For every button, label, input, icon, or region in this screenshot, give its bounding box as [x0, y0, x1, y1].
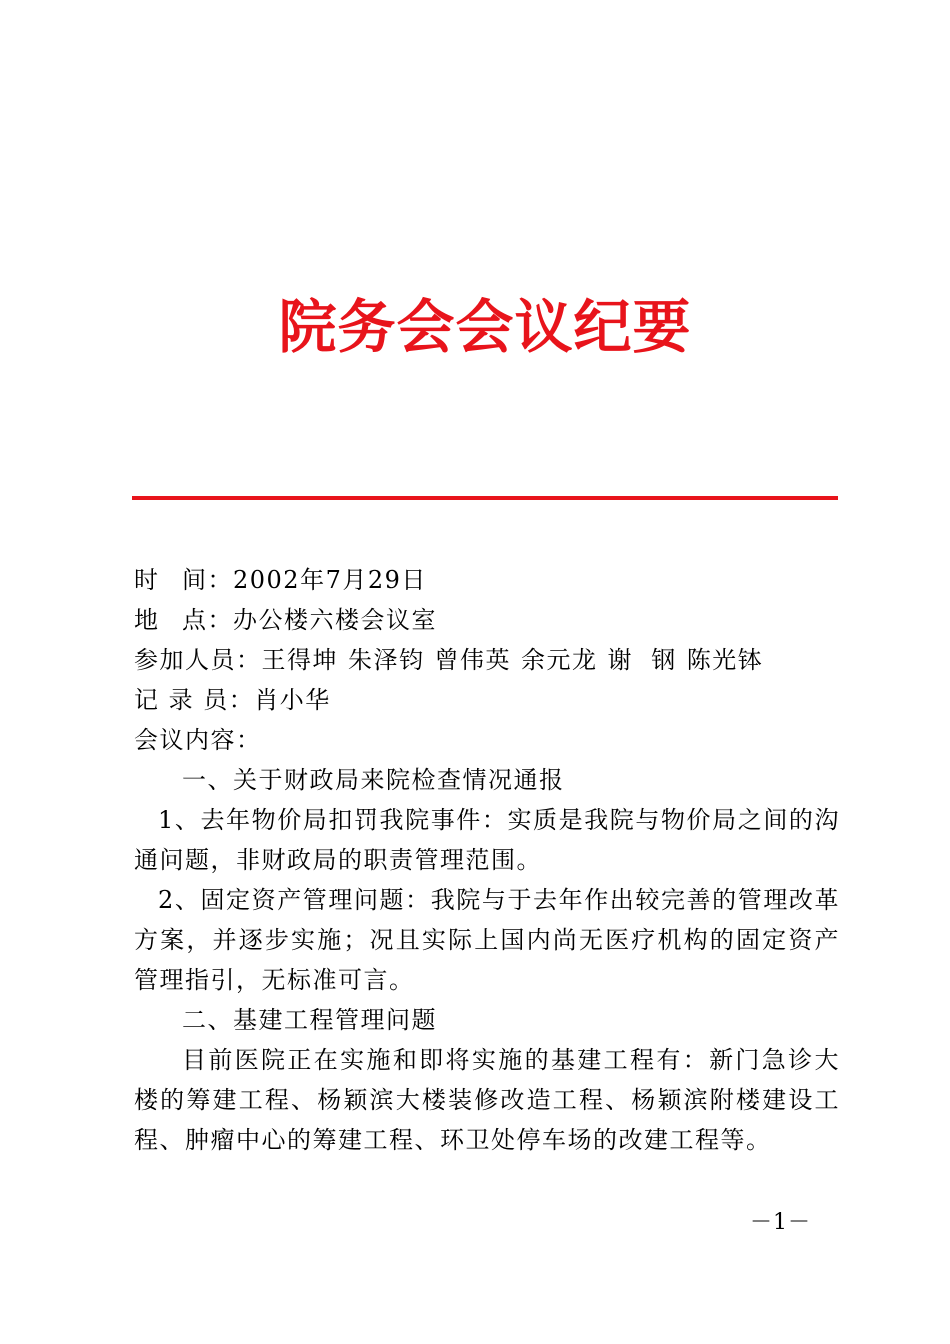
time-label-char1: 时 [134, 566, 160, 594]
document-title: 院务会会议纪要 [278, 293, 692, 361]
meta-attendees [134, 640, 840, 680]
attendee: 王得坤 [261, 646, 338, 674]
recorder-label: 记 录 员： [134, 686, 255, 714]
attendee: 谢 钢 [607, 646, 677, 674]
place-value: 办公楼六楼会议室 [233, 606, 437, 634]
page-number: －1－ [750, 1210, 811, 1235]
section1-item1: 1、去年物价局扣罚我院事件：实质是我院与物价局之间的沟通问题，非财政局的职责管理范围。 [134, 806, 840, 874]
place-label-char1: 地 [134, 606, 160, 634]
meta-time [134, 560, 840, 600]
attendee: 陈光钵 [686, 646, 764, 674]
time-value: 2002年7月29日 [233, 566, 427, 594]
document-body [134, 560, 840, 1160]
place-label-char2: 点： [182, 606, 233, 634]
attendee: 朱泽钧 [348, 646, 425, 674]
time-label-char2: 间： [182, 566, 233, 594]
recorder-value: 肖小华 [254, 686, 331, 714]
attendee: 余元龙 [521, 646, 598, 674]
meta-recorder [134, 680, 840, 720]
meta-content-label: 会议内容： [134, 726, 262, 754]
meta-place [134, 600, 840, 640]
attendee: 曾伟英 [434, 646, 511, 674]
section-heading-2: 二、基建工程管理问题 [182, 1006, 437, 1034]
section-heading-1: 一、关于财政局来院检查情况通报 [182, 766, 565, 794]
title-divider [132, 496, 838, 500]
section2-paragraph: 目前医院正在实施和即将实施的基建工程有：新门急诊大楼的筹建工程、杨颖滨大楼装修改造工程、杨颖滨附楼建设工程、肿瘤中心的筹建工程、环卫处停车场的改建工程等。 [134, 1046, 840, 1154]
attendees-label: 参加人员： [134, 646, 262, 674]
section1-item2: 2、固定资产管理问题：我院与于去年作出较完善的管理改革方案，并逐步实施；况且实际上国内尚无医疗机构的固定资产管理指引，无标准可言。 [134, 886, 840, 994]
